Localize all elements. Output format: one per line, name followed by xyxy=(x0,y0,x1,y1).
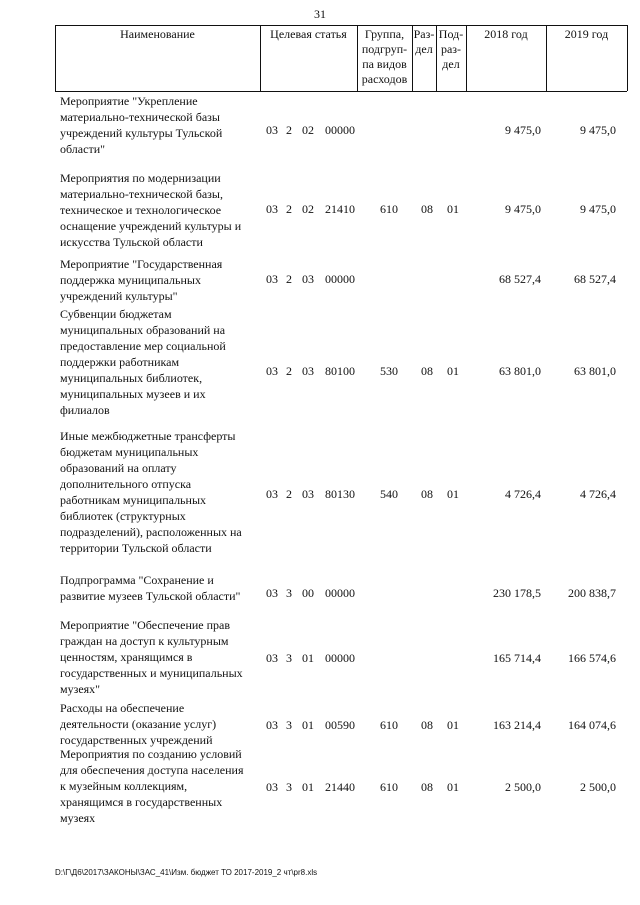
row-name-line: к музейным коллекциям, xyxy=(60,779,188,793)
amount-2018: 163 214,4 xyxy=(493,718,541,732)
target-code-part: 00000 xyxy=(325,651,355,665)
amount-2019: 9 475,0 xyxy=(580,123,616,137)
target-code-part: 03 xyxy=(266,272,278,286)
row-name xyxy=(60,428,265,556)
target-code-part: 00000 xyxy=(325,272,355,286)
group-code: 610 xyxy=(380,780,398,794)
row-name-line: поддержки работникам xyxy=(60,355,180,369)
amount-2019: 4 726,4 xyxy=(580,487,616,501)
target-code-part: 3 xyxy=(286,780,292,794)
row-name-line: бюджетам муниципальных xyxy=(60,445,199,459)
group-code: 610 xyxy=(380,718,398,732)
target-code-part: 03 xyxy=(266,202,278,216)
row-name-line: муниципальных библиотек, xyxy=(60,371,203,385)
target-code-part: 80130 xyxy=(325,487,355,501)
row-name-line: библиотек (структурных xyxy=(60,509,186,523)
row-name xyxy=(60,256,265,304)
row-name-line: Мероприятие "Обеспечение прав xyxy=(60,618,231,632)
row-name-line: филиалов xyxy=(60,403,110,417)
target-code-part: 2 xyxy=(286,202,292,216)
section-code: 08 xyxy=(421,202,433,216)
target-code-part: 2 xyxy=(286,487,292,501)
row-name-line: развитие музеев Тульской области" xyxy=(60,589,241,603)
target-code-part: 3 xyxy=(286,586,292,600)
section-code: 08 xyxy=(421,780,433,794)
row-name-line: Мероприятия по модернизации xyxy=(60,171,221,185)
row-name-line: музеях xyxy=(60,811,96,825)
row-name-line: Субвенции бюджетам xyxy=(60,307,172,321)
section-code: 08 xyxy=(421,487,433,501)
group-code: 610 xyxy=(380,202,398,216)
row-name-line: муниципальных музеев и их xyxy=(60,387,206,401)
target-code-part: 80100 xyxy=(325,364,355,378)
target-code-part: 02 xyxy=(302,202,314,216)
section-code: 08 xyxy=(421,718,433,732)
row-name-line: работникам муниципальных xyxy=(60,493,207,507)
row-name-line: Расходы на обеспечение xyxy=(60,701,185,715)
target-code-part: 01 xyxy=(302,651,314,665)
row-name-line: области" xyxy=(60,142,106,156)
row-name-line: Мероприятия по созданию условий xyxy=(60,747,242,761)
row-name-line: деятельности (оказание услуг) xyxy=(60,717,217,731)
row-name-line: государственных учреждений xyxy=(60,733,213,747)
row-name-line: ценностям, хранящимся в xyxy=(60,650,193,664)
amount-2019: 2 500,0 xyxy=(580,780,616,794)
row-name-line: Подпрограмма "Сохранение и xyxy=(60,573,214,587)
target-code-part: 21410 xyxy=(325,202,355,216)
target-code-part: 03 xyxy=(266,718,278,732)
target-code-part: 03 xyxy=(266,364,278,378)
amount-2019: 200 838,7 xyxy=(568,586,616,600)
subsection-code: 01 xyxy=(447,364,459,378)
amount-2019: 68 527,4 xyxy=(574,272,616,286)
target-code-part: 03 xyxy=(302,272,314,286)
row-name-line: учреждений культуры Тульской xyxy=(60,126,223,140)
subsection-code: 01 xyxy=(447,718,459,732)
row-name-line: подразделений), расположенных на xyxy=(60,525,242,539)
amount-2019: 164 074,6 xyxy=(568,718,616,732)
target-code-part: 02 xyxy=(302,123,314,137)
amount-2019: 166 574,6 xyxy=(568,651,616,665)
amount-2018: 9 475,0 xyxy=(505,202,541,216)
page-number: 31 xyxy=(314,7,326,21)
amount-2018: 4 726,4 xyxy=(505,487,541,501)
amount-2019: 9 475,0 xyxy=(580,202,616,216)
row-name-line: техническое и технологическое xyxy=(60,203,222,217)
target-code-part: 03 xyxy=(302,487,314,501)
target-code-part: 03 xyxy=(302,364,314,378)
amount-2018: 68 527,4 xyxy=(499,272,541,286)
header-target: Целевая статья xyxy=(270,27,347,41)
group-code: 540 xyxy=(380,487,398,501)
row-name-line: граждан на доступ к культурным xyxy=(60,634,229,648)
row-name xyxy=(60,700,265,748)
section-code: 08 xyxy=(421,364,433,378)
subsection-code: 01 xyxy=(447,487,459,501)
row-name-line: материально-технической базы, xyxy=(60,187,223,201)
amount-2018: 165 714,4 xyxy=(493,651,541,665)
row-name-line: образований на оплату xyxy=(60,461,177,475)
header-group: Группа, подгруп- па видов расходов xyxy=(361,27,408,86)
target-code-part: 2 xyxy=(286,123,292,137)
row-name-line: поддержка муниципальных xyxy=(60,273,201,287)
target-code-part: 03 xyxy=(266,651,278,665)
row-name-line: оснащение учреждений культуры и xyxy=(60,219,242,233)
row-name xyxy=(60,93,265,157)
target-code-part: 00000 xyxy=(325,123,355,137)
amount-2018: 230 178,5 xyxy=(493,586,541,600)
row-name xyxy=(60,746,265,826)
row-name-line: территории Тульской области xyxy=(60,541,212,555)
row-name-line: материально-технической базы xyxy=(60,110,220,124)
table-header xyxy=(55,25,627,91)
header-2018: 2018 год xyxy=(484,27,528,41)
row-name-line: хранящимся в государственных xyxy=(60,795,223,809)
target-code-part: 2 xyxy=(286,364,292,378)
amount-2018: 2 500,0 xyxy=(505,780,541,794)
amount-2018: 63 801,0 xyxy=(499,364,541,378)
subsection-code: 01 xyxy=(447,202,459,216)
header-section: Раз- дел xyxy=(413,27,435,56)
file-path-footer: D:\Г\Д6\2017\ЗАКОНЫ\ЗАС_41\Изм. бюджет ТО 2017-2019_2 чт\pr8.xls xyxy=(55,868,318,877)
target-code-part: 21440 xyxy=(325,780,355,794)
target-code-part: 03 xyxy=(266,487,278,501)
target-code-part: 03 xyxy=(266,586,278,600)
header-subsection: Под- раз- дел xyxy=(438,27,464,71)
row-name-line: для обеспечения доступа населения xyxy=(60,763,244,777)
header-bottom-border xyxy=(55,91,627,92)
amount-2018: 9 475,0 xyxy=(505,123,541,137)
target-code-part: 01 xyxy=(302,718,314,732)
row-name-line: государственных и муниципальных xyxy=(60,666,243,680)
row-name xyxy=(60,617,265,697)
header-name: Наименование xyxy=(120,27,195,41)
row-name-line: муниципальных образований на xyxy=(60,323,226,337)
row-name-line: Мероприятие "Государственная xyxy=(60,257,223,271)
target-code-part: 3 xyxy=(286,718,292,732)
row-name xyxy=(60,306,265,418)
target-code-part: 2 xyxy=(286,272,292,286)
header-divider xyxy=(627,25,628,91)
target-code-part: 00590 xyxy=(325,718,355,732)
subsection-code: 01 xyxy=(447,780,459,794)
row-name-line: музеях" xyxy=(60,682,101,696)
row-name-line: дополнительного отпуска xyxy=(60,477,192,491)
target-code-part: 3 xyxy=(286,651,292,665)
target-code-part: 01 xyxy=(302,780,314,794)
amount-2019: 63 801,0 xyxy=(574,364,616,378)
row-name-line: Мероприятие "Укрепление xyxy=(60,94,198,108)
target-code-part: 03 xyxy=(266,780,278,794)
target-code-part: 00 xyxy=(302,586,314,600)
row-name xyxy=(60,572,265,604)
target-code-part: 00000 xyxy=(325,586,355,600)
header-top-border xyxy=(55,25,627,26)
row-name-line: искусства Тульской области xyxy=(60,235,203,249)
row-name-line: учреждений культуры" xyxy=(60,289,178,303)
row-name xyxy=(60,170,265,250)
row-name-line: предоставление мер социальной xyxy=(60,339,226,353)
target-code-part: 03 xyxy=(266,123,278,137)
header-2019: 2019 год xyxy=(564,27,609,41)
row-name-line: Иные межбюджетные трансферты xyxy=(60,429,236,443)
group-code: 530 xyxy=(380,364,398,378)
